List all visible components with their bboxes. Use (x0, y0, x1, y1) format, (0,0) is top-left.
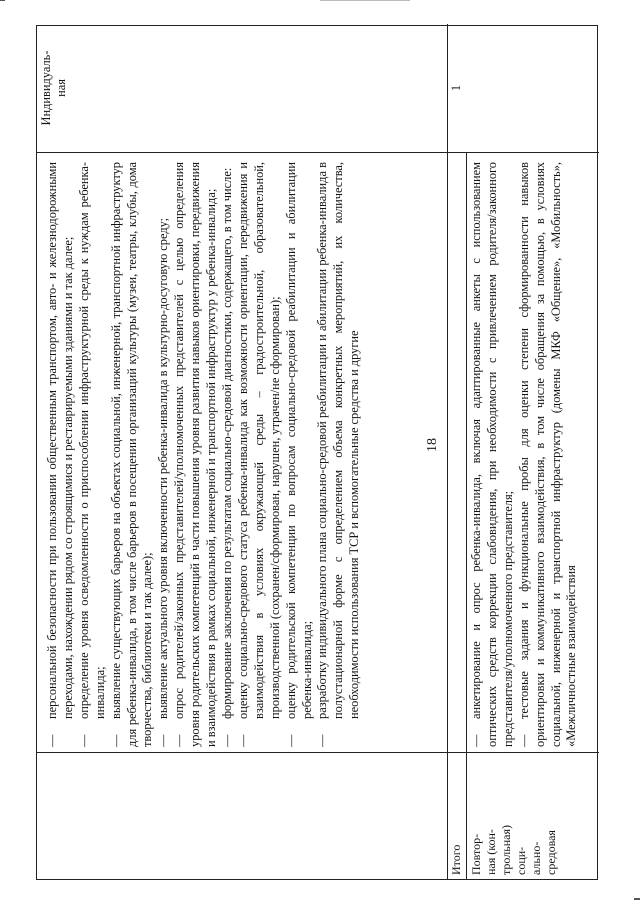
itogo-label: Итого (449, 844, 463, 875)
list-item-text: персональной безопасности при пользовании общественным транспортом, авто- и железнодорожными переходами, нахождении рядом со строящимися и реставрируемыми зданиями и так далее; (45, 162, 75, 719)
list-dash: — (315, 734, 330, 747)
list-item-text: анкетирование и опрос ребенка-инвалида, включая адаптированные анкеты с использованием оптических средств коррекции слабовидения, при необходимости с привлечением родителя/законного представителя/уполномоченного представителя; (469, 162, 515, 747)
list-item-text: оценку социально-средового статуса ребенка-инвалида как возможности ориентации, передвижения и взаимодействия в условиях окружающей среды – градостроительной, образовательной, производственной (сохранен/сформирован, нарушен, утрачен/не сформирован); (235, 162, 282, 719)
list-item (517, 162, 581, 747)
list-dash: — (76, 734, 91, 747)
list-dash: — (516, 734, 531, 747)
cell-line: Повтор- (469, 833, 483, 875)
list-item (77, 162, 109, 747)
scan-edge-mark (634, 898, 640, 900)
list-item (45, 162, 77, 747)
page-number: 18 (425, 438, 440, 452)
sub-list-item (236, 162, 284, 747)
list-item (109, 162, 157, 747)
column-divider (37, 152, 599, 153)
list-item (172, 162, 220, 747)
cell-line: Индивидуаль- (39, 50, 53, 126)
list-dash: — (172, 734, 187, 747)
list-dash: — (108, 734, 123, 747)
upper-row-description (45, 162, 363, 747)
list-item-text: опрос родителей/законных представителей/уполномоченных представителей с целью определения уровня родительских компетенций в части повышения уровня развития навыков ориентировки, передвижения и взаимодействия в рамках социальной, инженерной и транспортной инфраструктур у ребенка-инвалида; (172, 162, 219, 747)
list-dash: — (283, 734, 298, 747)
service-type-cell (469, 757, 559, 875)
list-item-text: формирование заключения по результатам социально-средовой диагностики, содержащего, в том числе: (219, 167, 234, 719)
list-item (156, 162, 172, 747)
cell-line: ная (54, 79, 68, 97)
list-item-text: тестовые задания и функциональные пробы для оценки степени сформированности навыков ориентировки и коммуникативного взаимодействия, в том числе обращения за помощью, в условиях социальной, инженерной и транспортной инфраструктур (домены МКФ «Общение», «Мобильность», «Межличностные взаимодействия (516, 162, 579, 747)
cell-line: трольная) (499, 825, 513, 875)
services-table (36, 25, 598, 880)
cell-line: соци- (514, 846, 528, 875)
list-dash: — (469, 734, 483, 747)
itogo-count: 1 (449, 84, 463, 92)
form-cell (39, 29, 69, 147)
list-dash: — (235, 734, 250, 747)
list-item-text: выявление существующих барьеров на объектах социальной, инженерной, транспортной инфраструктур для ребенка-инвалида, в том числе барьеров в посещении организаций культуры (музеи, театры, клубы, дома творчества, библиотеки и так далее); (108, 162, 155, 747)
lower-row-description (469, 162, 580, 747)
list-dash: — (156, 734, 171, 747)
rotated-table (36, 25, 598, 880)
scan-edge-mark (320, 0, 410, 1)
sub-list-item (284, 162, 316, 747)
scan-edge-mark (0, 0, 5, 1)
cell-line: ная (кон- (484, 829, 498, 875)
list-item-text: определение уровня осведомленности о приспособлении инфраструктурной среды к нуждам ребенка-инвалида; (76, 162, 107, 719)
list-item-text: выявление актуального уровня включенности ребенка-инвалида в культурно-досуговую среду; (156, 217, 171, 719)
list-item (220, 162, 236, 747)
sub-list-item (315, 162, 363, 747)
cell-line: ально- (529, 841, 543, 875)
list-item-text: разработку индивидуального плана социально-средовой реабилитации и абилитации ребенка-инвалида в полустационарной форме с определением объема конкретных мероприятий, их количества, необходимости использования ТСР и вспомогательные средства и другие (315, 162, 362, 719)
column-divider (37, 752, 599, 753)
cell-line: средовая (544, 830, 558, 875)
row-divider (466, 153, 467, 879)
list-item (469, 162, 517, 747)
list-dash: — (45, 734, 59, 747)
list-item-text: оценку родительской компетенции по вопросам социально-средовой реабилитации и абилитации ребенка-инвалида; (283, 162, 314, 719)
list-dash: — (219, 734, 234, 747)
